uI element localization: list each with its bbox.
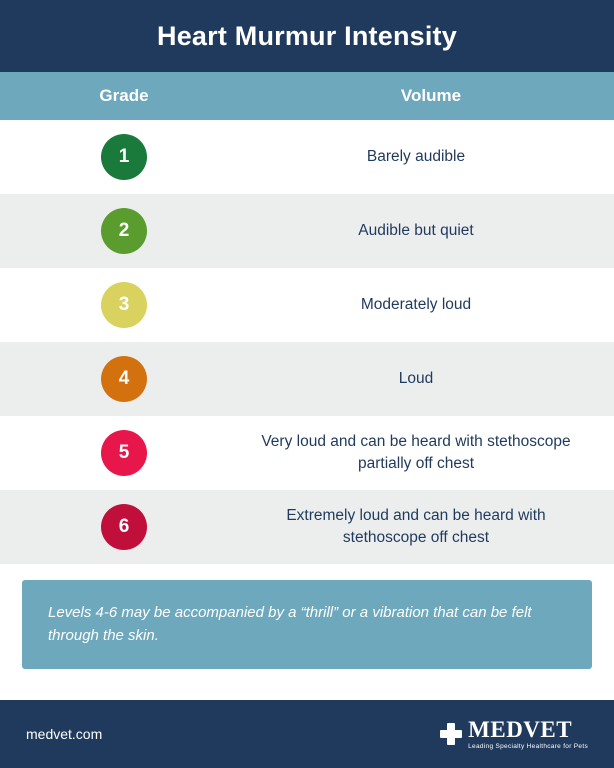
footer-bar	[0, 700, 614, 768]
column-header-volume: Volume	[400, 86, 462, 105]
header-bar	[0, 0, 614, 72]
page-title: Heart Murmur Intensity	[157, 20, 457, 51]
logo-tagline: Leading Specialty Healthcare for Pets	[468, 742, 588, 750]
table-row	[0, 268, 614, 342]
grade-badge: 5	[101, 430, 147, 476]
medical-cross-icon	[440, 723, 462, 745]
table-row	[0, 120, 614, 194]
grade-cell	[0, 504, 248, 550]
volume-cell: Audible but quiet	[358, 221, 474, 239]
volume-cell: Very loud and can be heard with stethoscope partially off chest	[261, 432, 571, 472]
table-body	[0, 120, 614, 564]
volume-cell: Extremely loud and can be heard with stethoscope off chest	[286, 506, 546, 546]
column-header-grade: Grade	[99, 86, 149, 105]
volume-cell: Moderately loud	[360, 295, 472, 313]
volume-cell: Loud	[398, 369, 434, 387]
volume-cell: Barely audible	[366, 147, 466, 165]
grade-badge: 6	[101, 504, 147, 550]
table-column-headers	[0, 72, 614, 120]
grade-badge: 3	[101, 282, 147, 328]
grade-badge: 4	[101, 356, 147, 402]
note-section	[0, 564, 614, 700]
grade-cell	[0, 134, 248, 180]
grade-cell	[0, 208, 248, 254]
grade-cell	[0, 282, 248, 328]
grade-cell	[0, 356, 248, 402]
logo-text-block	[468, 718, 588, 751]
grade-cell	[0, 430, 248, 476]
medvet-logo	[440, 718, 588, 751]
table-row	[0, 194, 614, 268]
grade-badge: 2	[101, 208, 147, 254]
table-row	[0, 490, 614, 564]
grade-badge: 1	[101, 134, 147, 180]
table-row	[0, 416, 614, 490]
website-url[interactable]: medvet.com	[26, 726, 103, 742]
table-row	[0, 342, 614, 416]
logo-name: MEDVET	[468, 716, 573, 742]
note-box: Levels 4-6 may be accompanied by a “thrill” or a vibration that can be felt through the skin.	[22, 580, 592, 669]
